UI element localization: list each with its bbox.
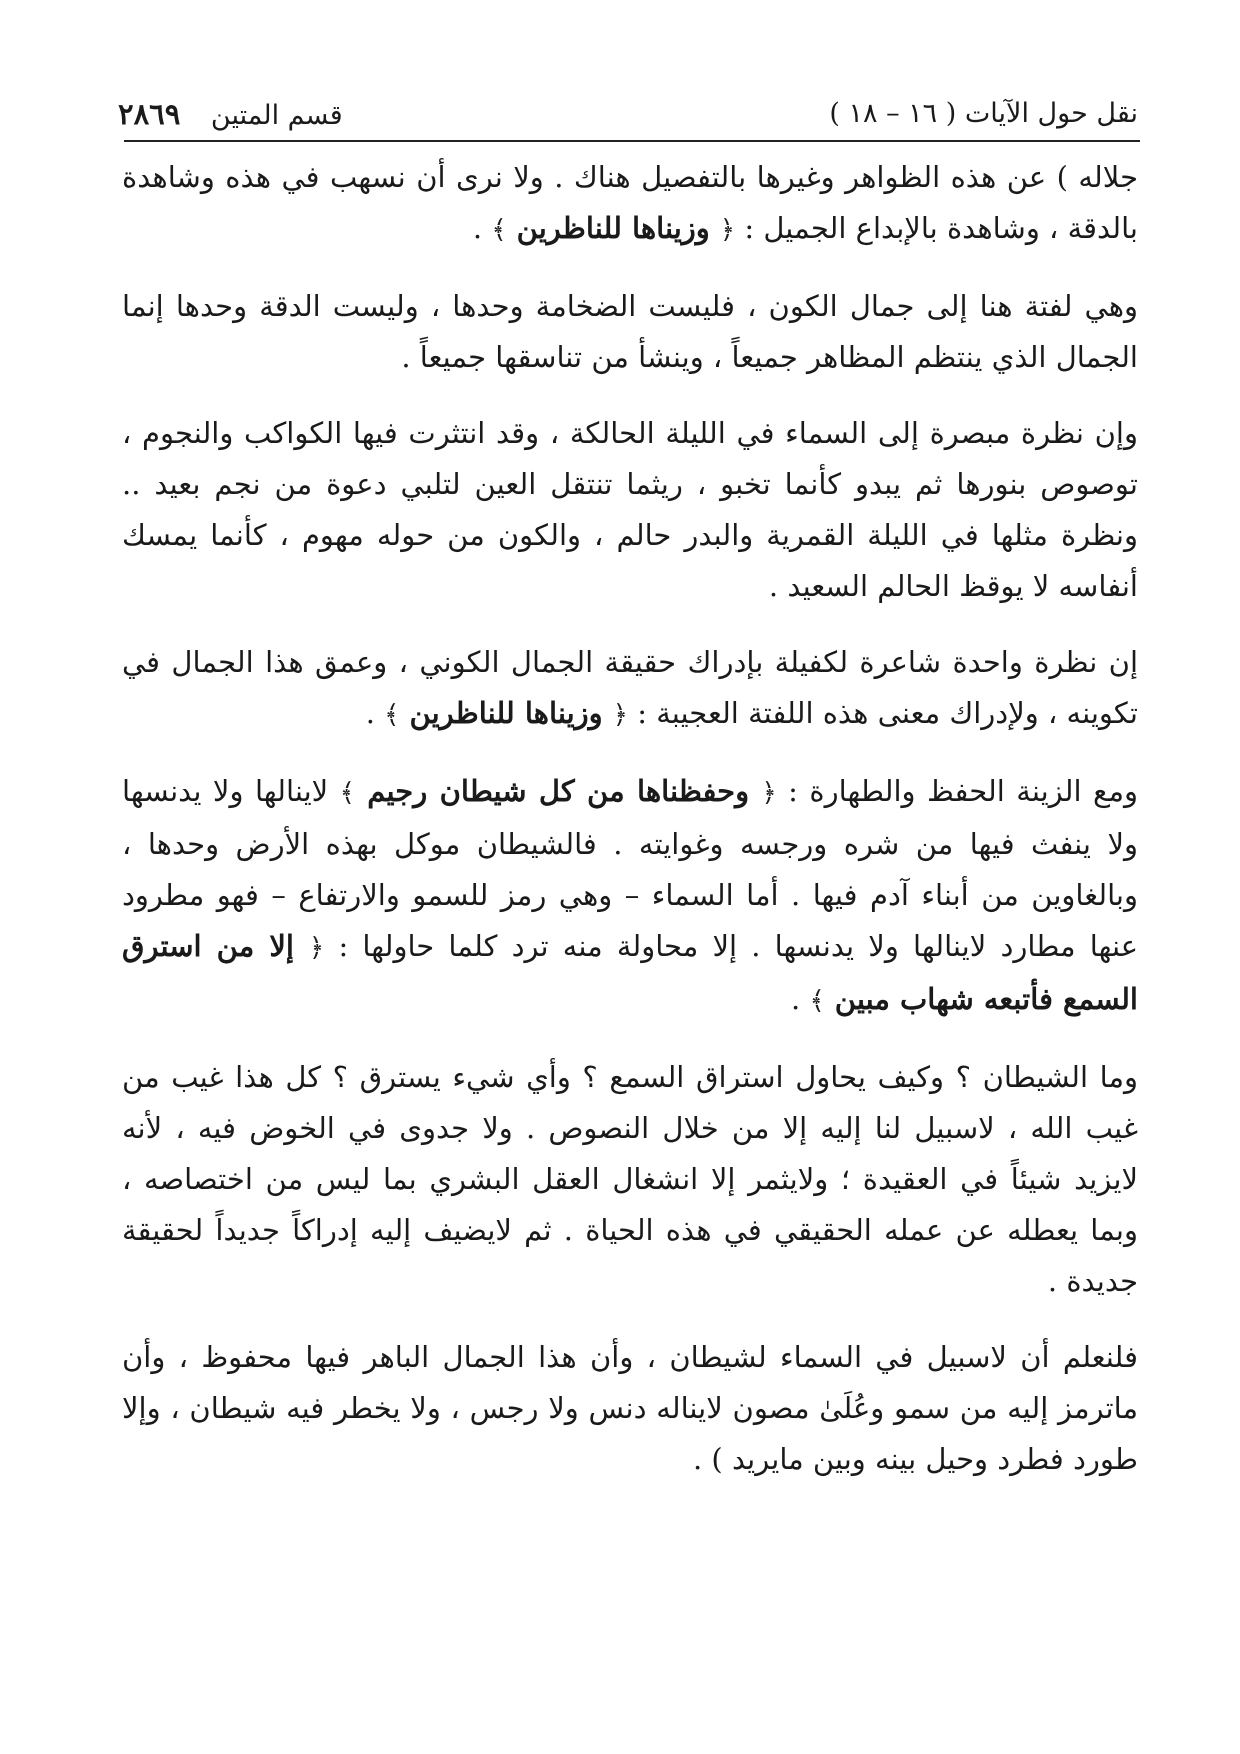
quran-verse: وزيناها للناظرين: [399, 696, 613, 730]
quran-verse: وزيناها للناظرين: [506, 211, 720, 245]
paragraph: [122, 152, 1138, 256]
section-title: قسم المتين: [210, 100, 343, 131]
quran-bracket: ﴾: [809, 986, 825, 1016]
paragraph-text: وإن نظرة مبصرة إلى السماء في الليلة الحالكة ، وقد انتثرت فيها الكواكب والنجوم ، توصوص بنورها ثم يبدو كأنما تخبو ، ريثما تنتقل العين لتلبي دعوة من نجم بعيد .. ونظرة مثلها في الليلة القمرية والبدر حالم ، والكون من حوله مهوم ، كأنما يمسك أنفاسه لا يوقظ الحالم السعيد .: [122, 416, 1138, 603]
header-left-group: [118, 92, 343, 138]
quran-verse: وحفظناها من كل شيطان رجيم: [354, 774, 762, 808]
page-header: [118, 92, 1138, 136]
quran-bracket: ﴾: [491, 215, 507, 245]
paragraph-text: وهي لفتة هنا إلى جمال الكون ، فليست الضخامة وحدها ، وليست الدقة وحدها إنما الجمال الذي ينتظم المظاهر جميعاً ، وينشأ من تناسقها جميعاً .: [122, 289, 1138, 374]
paragraph: [122, 408, 1138, 612]
header-divider: [124, 140, 1140, 142]
paragraph-text: فلنعلم أن لاسبيل في السماء لشيطان ، وأن هذا الجمال الباهر فيها محفوظ ، وأن ماترمز إليه من سمو وعُلَىٰ مصون لايناله دنس ولا رجس ، ولا يخطر فيه شيطان ، وإلا طورد فطرد وحيل بينه وبين مايريد ) .: [122, 1340, 1138, 1476]
paragraph-text: لاينالها ولا يدنسها ولا ينفث فيها من شره ورجسه وغوايته . فالشيطان موكل بهذه الأرض وحدها ، وبالغاوين من أبناء آدم فيها . أما السماء – وهي رمز للسمو والارتفاع – فهو مطرود عنها مطارد لاينالها ولا يدنسها . إلا محاولة منه ترد كلما حاولها :: [122, 774, 1138, 963]
quran-bracket: ﴿: [719, 215, 736, 245]
paragraph: [122, 637, 1138, 741]
paragraph-text: ومع الزينة الحفظ والطهارة :: [776, 774, 1138, 808]
paragraph: [122, 281, 1138, 383]
paragraph: [122, 766, 1138, 1027]
paragraph-text: .: [365, 696, 385, 730]
page-number: ٢٨٦٩: [118, 97, 181, 131]
quran-bracket: ﴿: [612, 700, 628, 730]
quran-bracket: ﴾: [384, 700, 400, 730]
paragraph-text: إن نظرة واحدة شاعرة لكفيلة بإدراك حقيقة الجمال الكوني ، وعمق هذا الجمال في تكوينه ، ولإدراك معنى هذه اللفتة العجيبة :: [122, 645, 1138, 730]
quran-bracket: ﴿: [761, 778, 777, 808]
paragraph-text: وما الشيطان ؟ وكيف يحاول استراق السمع ؟ وأي شيء يسترق ؟ كل هذا غيب من غيب الله ، لاسبيل لنا إليه إلا من خلال النصوص . ولا جدوى في الخوض فيه ، لأنه لايزيد شيئاً في العقيدة ؛ ولايثمر إلا انشغال العقل البشري بما ليس من اختصاصه ، وبما يعطله عن عمله الحقيقي في هذه الحياة . ثم لايضيف إليه إدراكاً جديداً لحقيقة جديدة .: [122, 1060, 1138, 1298]
quran-bracket: ﴾: [339, 778, 355, 808]
paragraph: [122, 1052, 1138, 1307]
quran-verse: إلا من استرق السمع فأتبعه شهاب مبين: [122, 929, 1138, 1016]
paragraph-text: .: [472, 211, 492, 245]
body-text: [122, 152, 1138, 1510]
paragraph: [122, 1332, 1138, 1485]
running-title: نقل حول الآيات ( ١٦ – ١٨ ): [829, 98, 1138, 129]
quran-bracket: ﴿: [309, 933, 325, 963]
paragraph-text: .: [791, 982, 810, 1016]
paragraph-text: جلاله ) عن هذه الظواهر وغيرها بالتفصيل هناك . ولا نرى أن نسهب في هذه وشاهدة بالدقة ، وشاهدة بالإبداع الجميل :: [122, 160, 1138, 245]
